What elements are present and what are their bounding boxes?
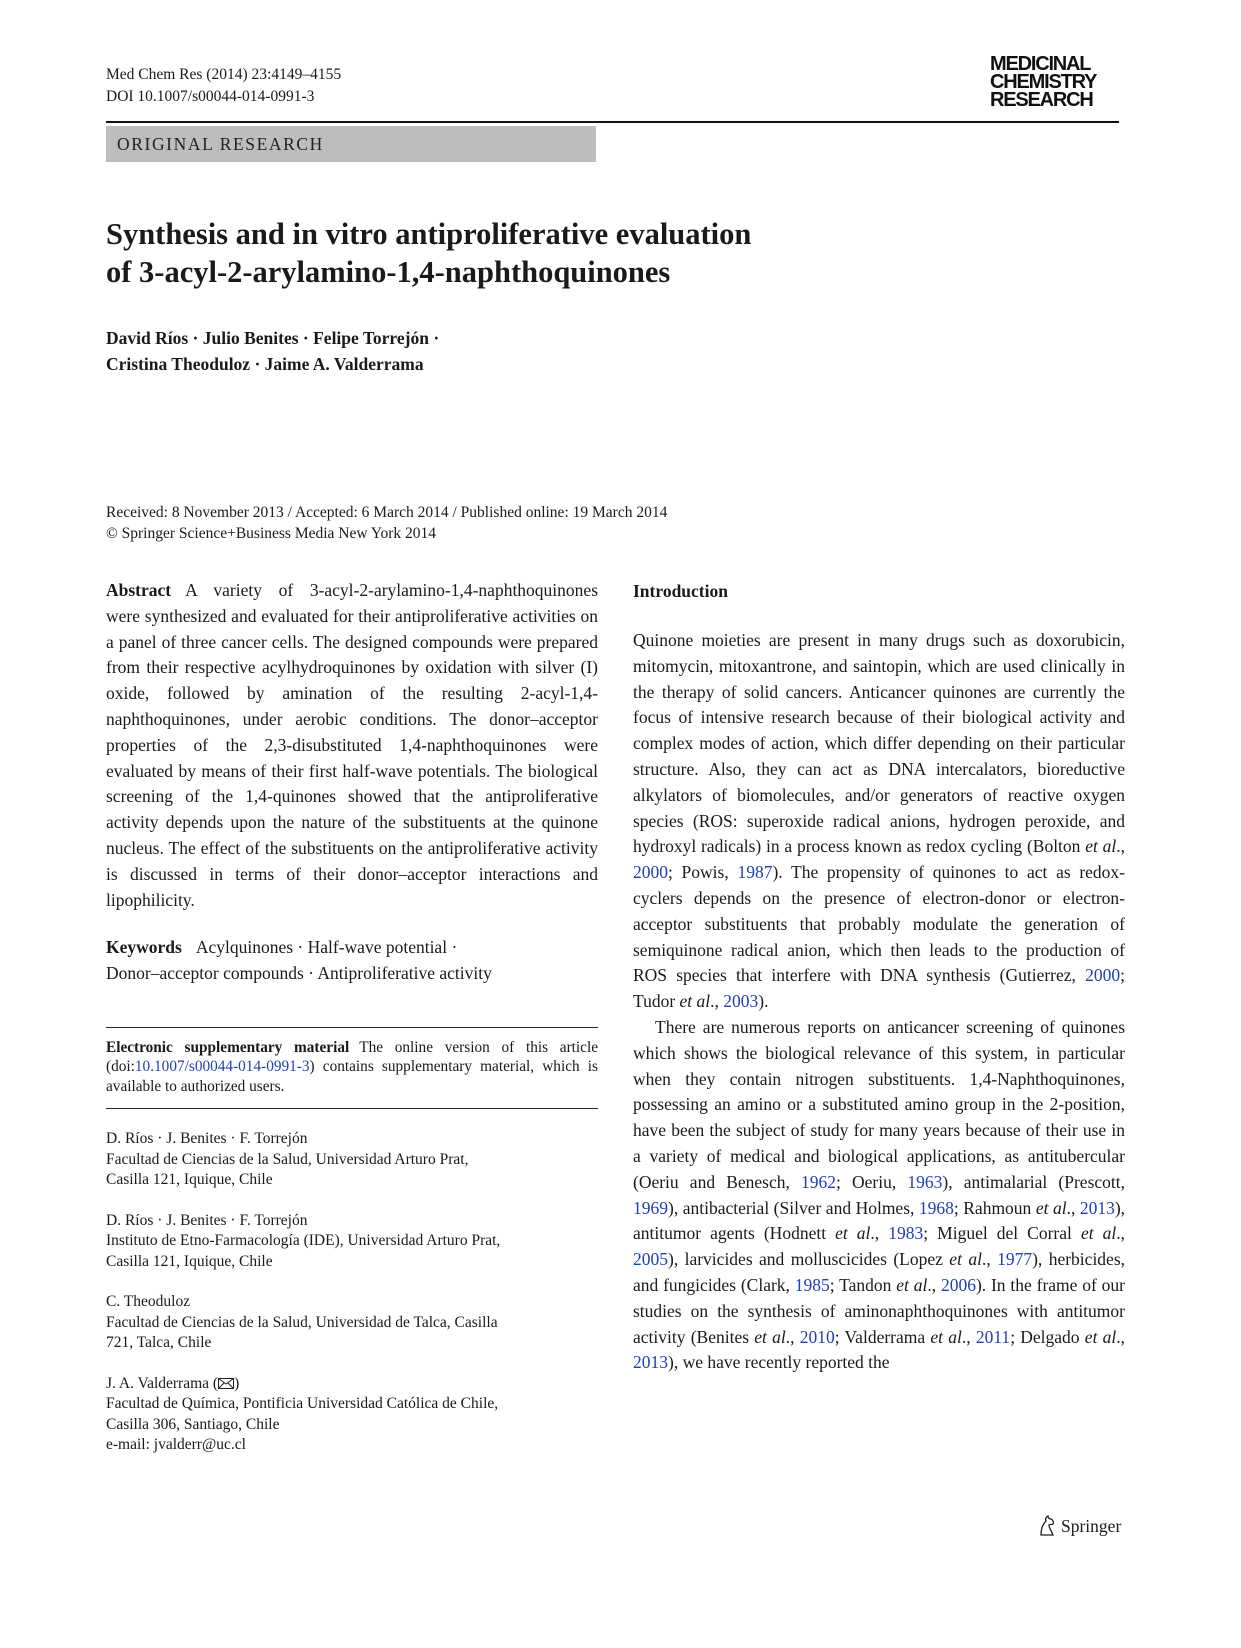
affiliation xyxy=(106,1211,598,1273)
citation-link[interactable]: 1963 xyxy=(907,1171,943,1192)
citation-link[interactable]: 2010 xyxy=(799,1326,835,1347)
citation-link[interactable]: 2003 xyxy=(723,991,759,1012)
paragraph-text: ; Tandon xyxy=(829,1274,897,1295)
paragraph-text: ), antimalarial (Prescott, xyxy=(942,1171,1125,1192)
affiliation xyxy=(106,1129,598,1191)
citation-link[interactable]: 1987 xyxy=(737,862,773,883)
citation-link[interactable]: 1962 xyxy=(801,1171,837,1192)
paragraph-text: ; Rahmoun xyxy=(953,1197,1036,1218)
category-banner: ORIGINAL RESEARCH xyxy=(106,126,596,162)
right-column xyxy=(633,578,1125,1376)
paragraph-text: ., xyxy=(870,1223,889,1244)
paragraph-text: ., xyxy=(981,1249,998,1270)
authors-line-2: Cristina Theoduloz · Jaime A. Valderrama xyxy=(106,354,424,374)
paragraph-text: ; Valderrama xyxy=(834,1326,931,1347)
et-al-text: et al xyxy=(896,1274,928,1295)
springer-horse-icon xyxy=(1037,1515,1057,1537)
paragraph-text: ). In the frame of our studies on the synthesis of aminonaphthoquinones with antitumor activity (Benites xyxy=(633,1274,1126,1347)
keywords-label: Keywords xyxy=(106,937,182,958)
abstract-text: A variety of 3-acyl-2-arylamino-1,4-naphthoquinones were synthesized and evaluated for their antiproliferative activities on a panel of three cancer cells. The designed compounds were prepared from their respective acylhydroquinones by oxidation with silver (I) oxide, followed by amination of the resulting 2-acyl-1,4-naphthoquinones, under aerobic conditions. The donor–acceptor properties of the 2,3-disubstituted 1,4-naphthoquinones were evaluated by means of their first half-wave potentials. The biological screening of the 1,4-quinones showed that the antiproliferative activity depends upon the nature of the substituents at the quinone nucleus. The effect of the substituents on the antiproliferative activity is discussed in terms of their donor–acceptor interactions and lipophilicity. xyxy=(106,580,598,910)
affiliation-names xyxy=(106,1374,598,1395)
paragraph-text: Quinone moieties are present in many drugs such as doxorubicin, mitomycin, mitoxantrone, and saintopin, which are used clinically in the therapy of solid cancers. Anticancer quinones are currently the focus of intensive research because of their biological activity and complex modes of action, which differ depending on their particular structure. Also, they can act as DNA intercalators, bioreductive alkylators of biomolecules, and/or generators of reactive oxygen species (ROS: superoxide radical anions, hydrogen peroxide, and hydroxyl radicals) in a process known as redox cycling (Bolton xyxy=(633,630,1125,857)
affiliation-names: D. Ríos · J. Benites · F. Torrejón xyxy=(106,1211,308,1229)
paragraph-text: ., xyxy=(1116,1326,1126,1347)
paragraph-text: ., xyxy=(1116,836,1125,857)
paragraph-text: ), antitumor agents (Hodnett xyxy=(633,1197,1126,1244)
paragraph-text: ). The propensity of quinones to act as redox-cyclers depends on the presence of electron-donor or electron-acceptor substituents that probably modulate the generation of semiquinone radical anion, which then leads to the production of ROS species that interfere with DNA synthesis (Gutierrez, xyxy=(633,862,1126,986)
logo-line-1: MEDICINAL xyxy=(990,53,1091,75)
supplementary-note xyxy=(106,1027,598,1110)
header-divider xyxy=(106,121,1119,123)
paragraph-text: ; Powis, xyxy=(668,862,738,883)
copyright-line: © Springer Science+Business Media New York 2014 xyxy=(106,525,437,542)
abstract-label: Abstract xyxy=(106,580,172,600)
citation-link[interactable]: 2000 xyxy=(633,862,668,883)
keywords-line-1: Acylquinones · Half-wave potential · xyxy=(195,937,458,958)
paragraph-text: ). xyxy=(758,991,769,1012)
doi-line: DOI 10.1007/s00044-014-0991-3 xyxy=(106,88,315,105)
esm-label: Electronic supplementary material xyxy=(106,1038,350,1056)
paragraph-text: ; Miguel del Corral xyxy=(923,1223,1081,1244)
introduction-heading: Introduction xyxy=(633,581,728,601)
citation-link[interactable]: 2013 xyxy=(1079,1197,1115,1218)
paragraph-text: ), herbicides, and fungicides (Clark, xyxy=(633,1249,1126,1295)
citation-link[interactable]: 1983 xyxy=(888,1223,924,1244)
abstract xyxy=(106,578,598,913)
paragraph-text: ), antibacterial (Silver and Holmes, xyxy=(668,1197,919,1218)
paragraph-text: ; Tudor xyxy=(633,965,1125,1012)
history-dates: Received: 8 November 2013 / Accepted: 6 March 2014 / Published online: 19 March 2014 xyxy=(106,504,668,521)
esm-doi-link[interactable]: 10.1007/s00044-014-0991-3 xyxy=(134,1058,310,1076)
affiliation-names: D. Ríos · J. Benites · F. Torrejón xyxy=(106,1130,308,1148)
paragraph-text: ., xyxy=(961,1326,976,1347)
et-al-text: et al xyxy=(930,1326,962,1347)
paragraph-text: There are numerous reports on anticancer screening of quinones which shows the biological relevance of this system, in particular when they contain nitrogen substituents. 1,4-Naphthoquinones, possessing an amino or a substituted amino group in the 2-position, have been the subject of study for many years because of their use in a variety of medical and biological applications, as antitubercular (Oeriu and Benesch, xyxy=(633,1016,1125,1192)
corresponding-email[interactable]: e-mail: jvalderr@uc.cl xyxy=(106,1436,246,1454)
et-al-text: et al xyxy=(754,1326,786,1347)
affiliation-address: Casilla 121, Iquique, Chile xyxy=(106,1252,273,1270)
et-al-text: et al xyxy=(1085,836,1117,857)
et-al-text: et al xyxy=(1035,1197,1067,1218)
citation-link[interactable]: 2000 xyxy=(1085,965,1121,986)
citation-link[interactable]: 1985 xyxy=(794,1274,830,1295)
journal-reference xyxy=(106,64,341,108)
paragraph-text: ), larvicides and molluscicides (Lopez xyxy=(668,1249,950,1270)
affiliation-address: Casilla 121, Iquique, Chile xyxy=(106,1171,273,1189)
paragraph-text: ; Oeriu, xyxy=(836,1171,908,1192)
envelope-icon xyxy=(218,1378,234,1389)
corresponding-author-name: J. A. Valderrama ( xyxy=(106,1374,219,1392)
esm-text-before: The online version of this article (doi: xyxy=(106,1038,598,1076)
citation-link[interactable]: 1977 xyxy=(997,1249,1033,1270)
author-list xyxy=(106,325,439,377)
affiliation-names: C. Theoduloz xyxy=(106,1293,191,1311)
corresponding-paren: ) xyxy=(234,1374,240,1392)
publication-dates xyxy=(106,502,667,544)
et-al-text: et al xyxy=(1080,1223,1117,1244)
paper-title xyxy=(106,215,906,291)
citation-link[interactable]: 2011 xyxy=(975,1326,1011,1347)
journal-citation: Med Chem Res (2014) 23:4149–4155 xyxy=(106,66,342,83)
citation-link[interactable]: 2006 xyxy=(940,1274,976,1295)
affiliation-institution: Facultad de Ciencias de la Salud, Universidad Arturo Prat, xyxy=(106,1150,469,1168)
paragraph-text: ., xyxy=(710,991,724,1012)
paragraph-text: ., xyxy=(1116,1223,1125,1244)
affiliation-institution: Instituto de Etno-Farmacología (IDE), Universidad Arturo Prat, xyxy=(106,1232,501,1250)
affiliation-corresponding xyxy=(106,1374,598,1456)
citation-link[interactable]: 2013 xyxy=(633,1352,668,1373)
introduction-paragraph-2 xyxy=(633,1015,1125,1376)
affiliation-address: 721, Talca, Chile xyxy=(106,1334,212,1352)
introduction-paragraph-1 xyxy=(633,628,1125,1015)
affiliation xyxy=(106,1292,598,1354)
paragraph-text: ; Delgado xyxy=(1010,1326,1085,1347)
paragraph-text: ), we have recently reported the xyxy=(668,1352,890,1373)
et-al-text: et al xyxy=(679,991,711,1012)
paragraph-text: ., xyxy=(785,1326,800,1347)
affiliation-institution: Facultad de Ciencias de la Salud, Universidad de Talca, Casilla xyxy=(106,1313,498,1331)
publisher-logo xyxy=(1037,1515,1121,1537)
affiliation-institution: Facultad de Química, Pontificia Universidad Católica de Chile, xyxy=(106,1395,499,1413)
citation-link[interactable]: 1969 xyxy=(633,1197,668,1218)
left-column xyxy=(106,578,598,1456)
keywords xyxy=(106,935,598,987)
logo-line-3: RESEARCH xyxy=(990,89,1093,111)
title-line-1: Synthesis and in vitro antiproliferative evaluation xyxy=(106,217,752,251)
et-al-text: et al xyxy=(949,1249,982,1270)
logo-line-2: CHEMISTRY xyxy=(990,71,1097,93)
paragraph-text: ., xyxy=(927,1274,941,1295)
esm-text-after: ) contains supplementary material, which is available to authorized users. xyxy=(106,1058,598,1095)
et-al-text: et al xyxy=(835,1223,871,1244)
publisher-name: Springer xyxy=(1061,1515,1122,1536)
journal-logo xyxy=(990,55,1096,109)
title-line-2: of 3-acyl-2-arylamino-1,4-naphthoquinones xyxy=(106,255,671,289)
affiliation-address: Casilla 306, Santiago, Chile xyxy=(106,1415,280,1433)
keywords-line-2: Donor–acceptor compounds · Antiproliferative activity xyxy=(106,963,492,984)
citation-link[interactable]: 1968 xyxy=(918,1197,954,1218)
paragraph-text: ., xyxy=(1066,1197,1080,1218)
authors-line-1: David Ríos · Julio Benites · Felipe Torrejón · xyxy=(106,328,440,348)
et-al-text: et al xyxy=(1084,1326,1117,1347)
citation-link[interactable]: 2005 xyxy=(633,1249,668,1270)
